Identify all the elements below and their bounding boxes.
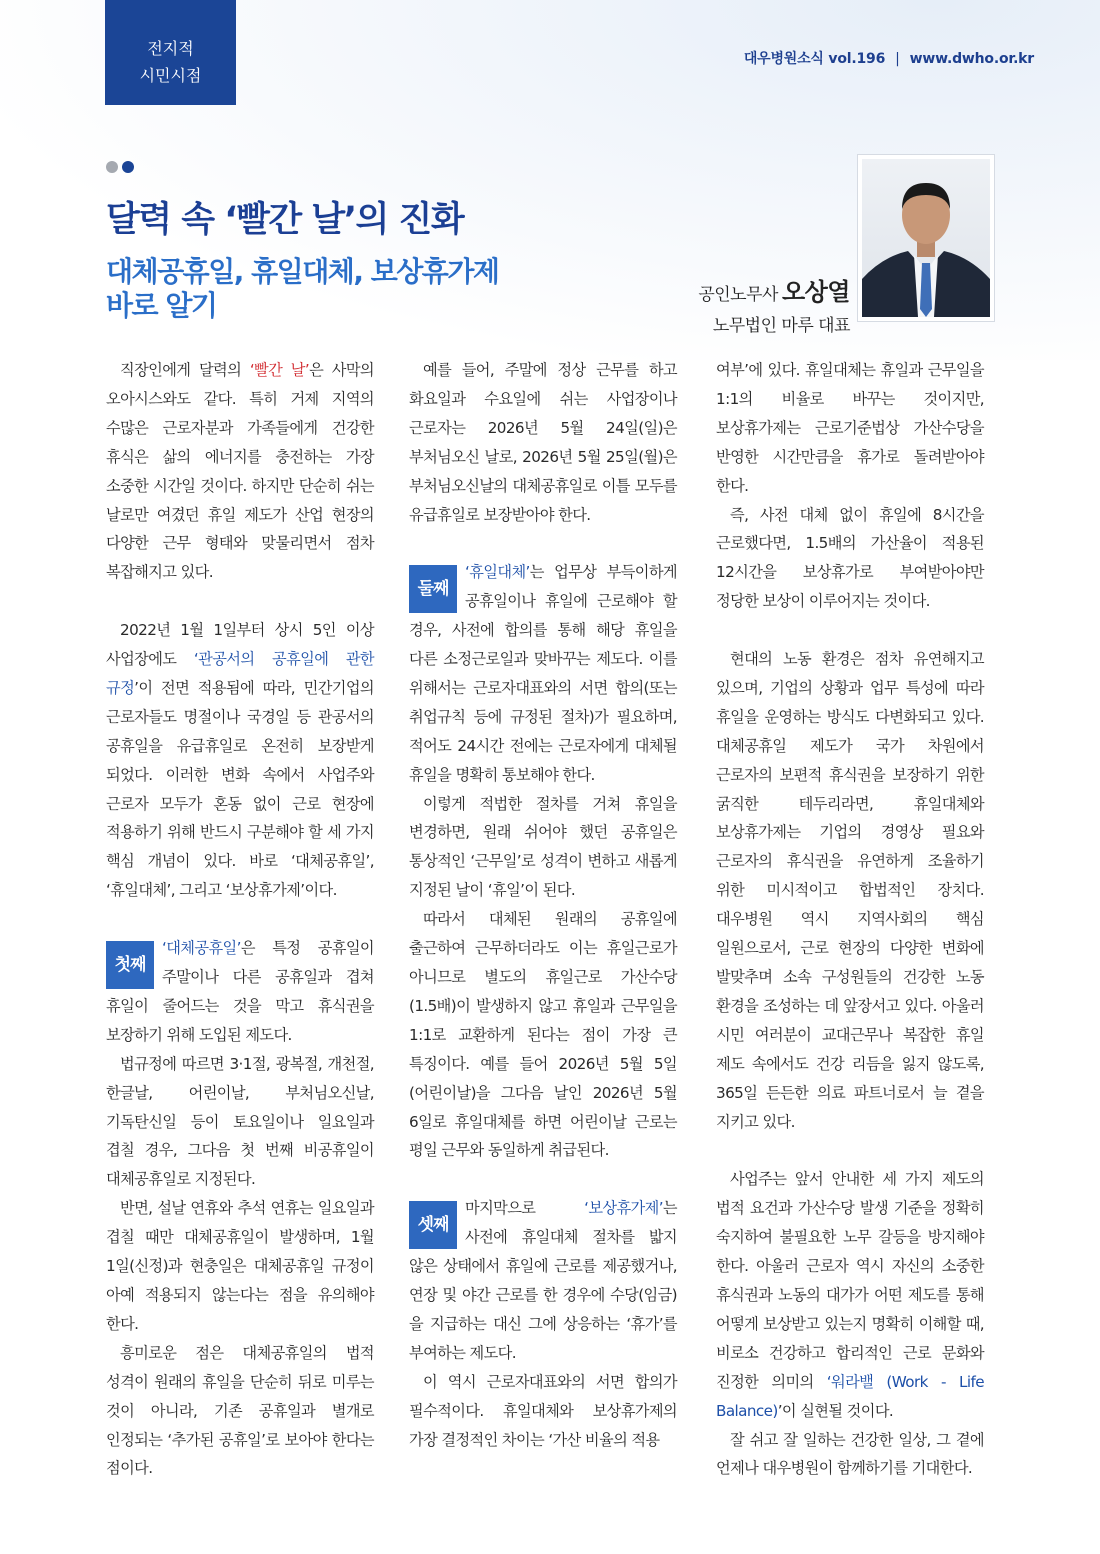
- dot-blue: [122, 161, 134, 173]
- text-run: 는 업무상 부득이하게 공휴일이나 휴일에 근로해야 할 경우, 사전에 합의를 통해 해당 휴일을 다른 소정근로일과 맞바꾸는 제도다. 이를 위해서는 근로자대표와의 서면 합의(또는 취업규칙 등에 규정된 절차)가 필요하며, 적어도 24시간 전에는 근로자에게 대체될 휴일을 명확히 통보해야 한다.: [409, 563, 677, 784]
- dot-gray: [106, 161, 118, 173]
- paragraph: 반면, 설날 연휴와 추석 연휴는 일요일과 겹칠 때만 대체공휴일이 발생하며, 1월 1일(신정)과 현충일은 대체공휴일 규정이 아예 적용되지 않는다는 점을 유의해야 한다.: [106, 1199, 374, 1333]
- author-name: 오상열: [781, 278, 850, 306]
- highlight-blue-term: ‘휴일대체’: [465, 563, 530, 582]
- highlight-blue-term: ‘보상휴가제’: [584, 1199, 663, 1218]
- author-portrait-image: [862, 159, 990, 317]
- text-run: 은 특정 공휴일이 주말이나 다른 공휴일과 겹쳐 휴일이 줄어드는 것을 막고 휴식권을 보장하기 위해 도입된 제도다.: [106, 939, 374, 1044]
- paragraph: 이 역시 근로자대표와의 서면 합의가 필수적이다. 휴일대체와 보상휴가제의 가장 결정적인 차이는 ‘가산 비율의 적용: [409, 1372, 677, 1449]
- highlight-blue-regulation: ‘관공서의 공휴일에 관한 규정: [106, 650, 374, 697]
- column-2: [409, 356, 677, 1454]
- section-tag: [105, 0, 236, 105]
- section-second: [409, 558, 677, 789]
- paragraph: 즉, 사전 대체 없이 휴일에 8시간을 근로했다면, 1.5배의 가산율이 적용된 12시간을 보상휴가로 부여받아야만 정당한 보상이 이루어지는 것이다.: [716, 505, 984, 611]
- masthead: [744, 48, 1034, 68]
- section-first: [106, 934, 374, 1050]
- paragraph: 현대의 노동 환경은 점차 유연해지고 있으며, 기업의 상황과 업무 특성에 따라 휴일을 운영하는 방식도 다변화되고 있다. 대체공휴일 제도가 국가 차원에서 근로자의 보편적 휴식권을 보장하기 위한 굵직한 테두리라면, 휴일대체와 보상휴가제는 기업의 경영상 필요와 근로자의 휴식권을 유연하게 조율하기 위한 미시적이고 합법적인 장치다. 대우병원 역시 지역사회의 핵심 일원으로서, 근로 현장의 다양한 변화에 발맞추며 소속 구성원들의 건강한 노동 환경을 조성하는 데 앞장서고 있다. 아울러 시민 여러분이 교대근무나 복잡한 휴일 제도 속에서도 건강 리듬을 잃지 않도록, 365일 든든한 의료 파트너로서 늘 곁을 지키고 있다.: [716, 650, 984, 1131]
- label-first: 첫째: [106, 941, 154, 989]
- paragraph: 예를 들어, 주말에 정상 근무를 하고 화요일과 수요일에 쉬는 사업장이나 근로자는 2026년 5월 24일(일)은 부처님오신 날로, 2026년 5월 25일(월)은 부처님오신날의 대체공휴일로 이틀 모두를 유급휴일로 보장받아야 한다.: [409, 361, 677, 524]
- paragraph: 흥미로운 점은 대체공휴일의 법적 성격이 원래의 휴일을 단순히 뒤로 미루는 것이 아니라, 기존 공휴일과 별개로 인정되는 ‘추가된 공휴일’로 보아야 한다는 점이다.: [106, 1343, 374, 1478]
- highlight-red-holiday: ‘빨간 날’: [249, 361, 310, 379]
- paragraph: 따라서 대체된 원래의 공휴일에 출근하여 근무하더라도 이는 휴일근로가 아니므로 별도의 휴일근로 가산수당(1.5배)이 발생하지 않고 휴일과 근무일을 1:1로 교환하게 된다는 점이 가장 큰 특징이다. 예를 들어 2026년 5월 5일 (어린이날)을 그다음 날인 2026년 5월 6일로 휴일대체를 하면 어린이날 근로는 평일 근무와 동일하게 취급된다.: [409, 910, 677, 1160]
- text-run: 2022년 1월 1일부터 상시 5인 이상 사업장에도: [106, 621, 374, 669]
- label-second: 둘째: [409, 565, 457, 613]
- highlight-blue-worklife: ‘워라밸 (Work - Life Balance): [716, 1372, 985, 1420]
- text-run: 은 사막의 오아시스와도 같다. 특히 거제 지역의 수많은 근로자분과 가족들에게 건강한 휴식은 삶의 에너지를 충전하는 가장 소중한 시간일 것이다. 하지만 단순히 쉬는 날로만 여겼던 휴일 제도가 산업 현장의 다양한 근무 형태와 맞물리면서 점차 복잡해지고 있다.: [106, 361, 375, 582]
- label-third: 셋째: [409, 1201, 457, 1249]
- subtitle-line2: 바로 알기: [106, 289, 217, 322]
- paragraph: 법규정에 따르면 3·1절, 광복절, 개천절, 한글날, 어린이날, 부처님오신날, 기독탄신일 등이 토요일이나 일요일과 겹칠 경우, 그다음 첫 번째 비공휴일이 대체공휴일로 지정된다.: [106, 1054, 374, 1189]
- author-photo: [862, 159, 990, 317]
- subtitle-line1: 대체공휴일, 휴일대체, 보상휴가제: [106, 255, 499, 288]
- section-tag-line2: 시민시점: [139, 66, 202, 85]
- website-link[interactable]: www.dwho.or.kr: [909, 51, 1034, 67]
- masthead-separator: |: [895, 51, 900, 67]
- text-run: ’이 실현될 것이다.: [777, 1401, 894, 1420]
- paragraph: 이렇게 적법한 절차를 거쳐 휴일을 변경하면, 원래 쉬어야 했던 공휴일은 통상적인 ‘근무일’로 성격이 변하고 새롭게 지정된 날이 ‘휴일’이 된다.: [409, 794, 677, 900]
- paragraph: [106, 616, 374, 905]
- author-photo-frame: [857, 154, 995, 322]
- article-title: 달력 속 ‘빨간 날’의 진화: [106, 200, 464, 240]
- author-byline: [698, 272, 850, 336]
- text-run: 마지막으로: [465, 1199, 585, 1218]
- section-tag-line1: 전지적: [147, 39, 194, 58]
- text-run: 는 사전에 휴일대체 절차를 밟지 않은 상태에서 휴일에 근로를 제공했거나, 연장 및 야간 근로를 한 경우에 수당(임금)을 지급하는 대신 그에 상응하는 ‘휴가’를 부여하는 제도다.: [409, 1199, 677, 1362]
- author-org: 노무법인 마루 대표: [712, 316, 850, 336]
- column-1: [106, 356, 374, 1483]
- text-run: 사업주는 앞서 안내한 세 가지 제도의 법적 요건과 가산수당 발생 기준을 정확히 숙지하여 불필요한 노무 갈등을 방지해야 한다. 아울러 근로자 역시 자신의 소중한 휴식권과 노동의 대가가 어떤 제도를 통해 어떻게 보상받고 있는지 명확히 이해할 때, 비로소 건강하고 합리적인 근로 문화와 진정한 의미의: [716, 1170, 984, 1391]
- text-run: 직장인에게 달력의: [120, 361, 250, 379]
- paragraph: [106, 356, 374, 587]
- highlight-blue-term: ‘대체공휴일’: [162, 939, 241, 958]
- column-3: [716, 356, 984, 1483]
- section-third: [409, 1194, 677, 1367]
- decorative-dots: [106, 158, 138, 177]
- article-subtitle: [106, 255, 498, 323]
- author-role: 공인노무사: [698, 285, 778, 305]
- paragraph: [716, 1165, 984, 1425]
- text-run: ’이 전면 적용됨에 따라, 민간기업의 근로자들도 명절이나 국경일 등 관공서의 공휴일을 유급휴일로 온전히 보장받게 되었다. 이러한 변화 속에서 사업주와 근로자 모두가 혼동 없이 근로 현장에 적용하기 위해 반드시 구분해야 할 세 가지 핵심 개념이 있다. 바로 ‘대체공휴일’, ‘휴일대체’, 그리고 ‘보상휴가제’이다.: [106, 678, 374, 900]
- publication-name: 대우병원소식 vol.196: [743, 51, 886, 67]
- paragraph: 여부’에 있다. 휴일대체는 휴일과 근무일을 1:1의 비율로 바꾸는 것이지만, 보상휴가제는 근로기준법상 가산수당을 반영한 시간만큼을 휴가로 돌려받아야 한다.: [716, 361, 984, 495]
- paragraph: 잘 쉬고 잘 일하는 건강한 일상, 그 곁에 언제나 대우병원이 함께하기를 기대한다.: [716, 1430, 984, 1478]
